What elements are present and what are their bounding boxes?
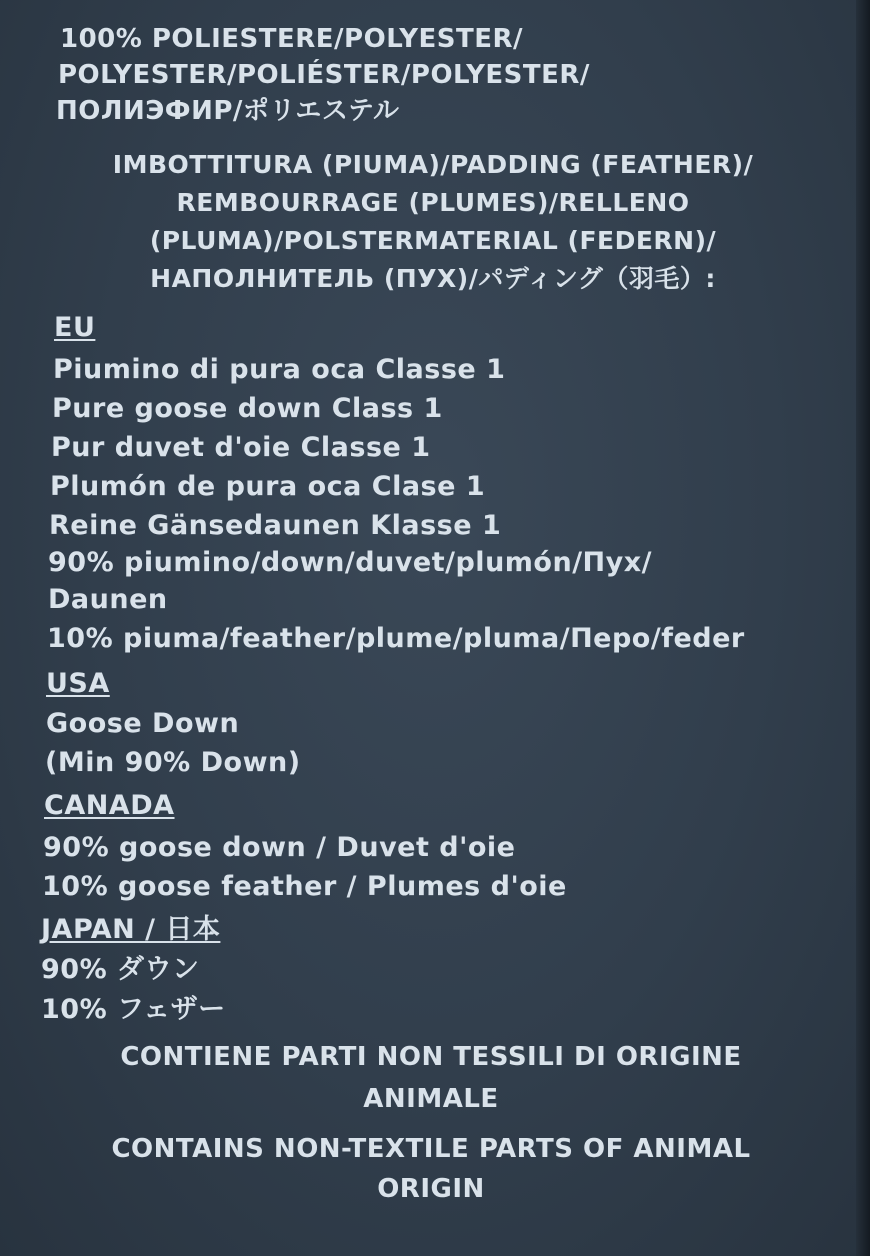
padding-heading-line: REMBOURRAGE (PLUMES)/RELLENO: [176, 188, 690, 217]
non-textile-notice-line: CONTAINS NON-TEXTILE PARTS OF ANIMAL: [111, 1134, 751, 1164]
label-edge-shadow: [856, 0, 870, 1256]
japan-heading: JAPAN / 日本: [41, 914, 221, 945]
non-textile-notice-line: ORIGIN: [377, 1174, 485, 1204]
usa-line: (Min 90% Down): [45, 747, 301, 778]
canada-heading: CANADA: [44, 790, 175, 821]
padding-heading-line: (PLUMA)/POLSTERMATERIAL (FEDERN)/: [149, 226, 717, 255]
eu-line: Reine Gänsedaunen Klasse 1: [49, 510, 502, 541]
non-textile-notice-line: ANIMALE: [363, 1084, 499, 1114]
padding-heading-line: IMBOTTITURA (PIUMA)/PADDING (FEATHER)/: [112, 150, 754, 179]
eu-line: 10% piuma/feather/plume/pluma/Перо/feder: [47, 623, 745, 654]
fiber-composition-line: 100% POLIESTERE/POLYESTER/: [60, 24, 524, 54]
fiber-composition-line: POLYESTER/POLIÉSTER/POLYESTER/: [58, 60, 590, 90]
eu-line: Daunen: [48, 584, 168, 615]
canada-line: 90% goose down / Duvet d'oie: [43, 832, 516, 863]
eu-line: Pure goose down Class 1: [52, 393, 443, 424]
usa-line: Goose Down: [46, 708, 240, 739]
padding-heading-line: НАПОЛНИТЕЛЬ (ПУХ)/パディング（羽毛）:: [150, 264, 716, 293]
japan-line: 90% ダウン: [41, 954, 200, 985]
eu-line: Piumino di pura oca Classe 1: [53, 354, 506, 385]
non-textile-notice-line: CONTIENE PARTI NON TESSILI DI ORIGINE: [120, 1042, 742, 1072]
eu-line: 90% piumino/down/duvet/plumón/Пух/: [48, 547, 653, 578]
fiber-composition-line: ПОЛИЭФИР/ポリエステル: [56, 96, 400, 126]
eu-line: Pur duvet d'oie Classe 1: [51, 432, 431, 463]
japan-line: 10% フェザー: [41, 994, 226, 1025]
usa-heading: USA: [46, 668, 110, 699]
eu-heading: EU: [54, 312, 96, 343]
eu-line: Plumón de pura oca Clase 1: [50, 471, 486, 502]
canada-line: 10% goose feather / Plumes d'oie: [42, 871, 567, 902]
